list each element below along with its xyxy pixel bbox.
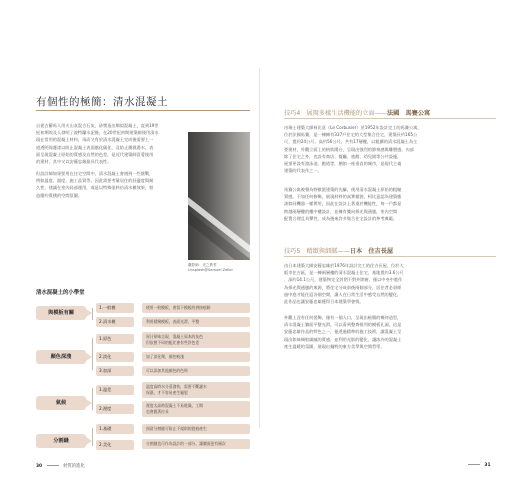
category-joints: 分割縫 xyxy=(36,434,86,448)
text-line: 造簡約質樸的空間氛圍。 xyxy=(36,192,83,198)
category-formwork: 與模板有關 xyxy=(36,306,86,320)
photo-credit: Unsplash@Samuel Zeller xyxy=(188,268,233,272)
text-line: 尺、寬約24公尺、高約56公尺，共有17層樓，以粗獷的清水混凝土為主 xyxy=(284,139,418,145)
page-footer xyxy=(36,463,85,469)
item-desc: 使用一般模板，會留下模板的拼接痕跡 xyxy=(142,303,250,313)
text-line: 為採光與通風的來源，將住宅分成前後兩個部分，居住者必須經 xyxy=(284,284,402,290)
item-basic: 1.基礎 xyxy=(96,424,134,434)
text-line: 阪市住吉區，是一棟兩層樓的清水混凝土住宅，基地寬約3.6公尺 xyxy=(284,270,404,276)
page-footer xyxy=(468,463,491,468)
text-line: 的建材，其中又以安藤忠雄最具代表性。 xyxy=(36,159,112,165)
text-line: 由日本建築大師安藤忠雄於1976年設計完工的住吉長屋，位於大 xyxy=(284,263,404,268)
item-fair-faced-form: 2.清水模 xyxy=(96,317,134,327)
text-line: 建築的代表作之一。 xyxy=(284,168,322,174)
running-head: 材質的進化 xyxy=(62,464,85,469)
text-line: 久性，建議在室內局部運用，或是以特殊塗料仿清水模效果，營 xyxy=(36,185,154,191)
right-page xyxy=(262,68,508,468)
connector xyxy=(92,338,93,370)
text-line: 但設計師如果要用在住宅空間中，清水混凝土會遇到一些挑戰， xyxy=(36,171,154,176)
intro-paragraph-2 xyxy=(36,170,182,199)
heading-rule xyxy=(36,110,250,111)
church-of-light-photo xyxy=(188,132,250,260)
text-line: 由瑞士建築大師柯比意（Le Corbusier）於1952年設計完工的馬賽公寓， xyxy=(284,125,422,130)
item-beautify: 2.美化 xyxy=(96,440,134,450)
left-page xyxy=(14,68,260,469)
text-line: 位於法國馬賽，是一棟擁有337戶住宅的大型集合住宅，建築長約165公 xyxy=(284,132,418,138)
text-line: 產生溫暖的氛圍，展現出獨特的東方美學與空間哲學。 xyxy=(284,343,385,349)
section-rule xyxy=(284,118,496,119)
section-rule xyxy=(284,256,496,257)
text-line: 、深約14.1公尺，建築物完全封閉不對外開窗，僅以中央中庭作 xyxy=(284,277,403,283)
text-line: 該如同機器一樣實用，因此在設計上著重於機能性，每一戶都是 xyxy=(284,201,402,207)
category-climate: 氣候 xyxy=(36,396,86,410)
text-line: 屋頂更設有游泳池、跑道等，猶如一座垂直的城市，是現代主義 xyxy=(284,161,402,167)
item-darken: 3.加深 xyxy=(96,366,134,376)
text-line: 面呈現混凝土原始的質感及自然的色差，是近代建築師喜愛使用 xyxy=(36,151,154,157)
section-1-heading: 技巧4 展現多樣生活機能的立面——法國 馬賽公寓 xyxy=(284,110,431,117)
text-line: 質感，不加任何修飾，展現材料的真實樣貌，柯比意認為建築應 xyxy=(284,194,402,200)
item-desc: 溫度高時水分蒸發快，需要不斷灑水 保濕，才不容易產生龜裂 xyxy=(142,382,250,398)
item-normal-form: 1.一般模 xyxy=(96,303,134,313)
item-desc: 溼度太高時混凝土不易乾燥，工期 也會跟著拉長 xyxy=(142,401,250,417)
text-line: 安藤忠雄作品的特色之一，他透過精準的施工技術，讓混凝土呈 xyxy=(284,329,402,335)
text-line: 配置合理且具彈性，成為後來許多集合住宅設計的參考典範。 xyxy=(284,215,398,221)
folio: 31 xyxy=(484,463,491,468)
item-desc: 利用精緻模板，表面光滑，平整 xyxy=(142,317,250,327)
item-lighten: 2.淡化 xyxy=(96,352,134,362)
intro-paragraph xyxy=(36,122,182,165)
connector xyxy=(92,308,93,320)
section-heading: 有個性的極簡：清水混凝土 xyxy=(36,96,168,108)
section-2-paragraph-2 xyxy=(284,314,496,350)
item-humidity: 2.溼度 xyxy=(96,404,134,414)
item-original: 1.原色 xyxy=(96,334,134,344)
section-1-paragraph xyxy=(284,124,496,174)
item-desc: 加了淡化劑，顏色較淺 xyxy=(142,352,250,362)
text-line: 除了住宅之外，也設有商店、餐廳、旅館、幼兒園等公共設施， xyxy=(284,153,402,159)
text-line: 紀初期埃及人發明了波特蘭水泥後，在20世紀初期建築師使用清水 xyxy=(36,130,159,136)
section-1-paragraph-2 xyxy=(284,186,496,222)
photo-caption: 攝影師：光之教堂 xyxy=(188,263,217,267)
item-desc: 原汁原味呈現，混凝土原本的灰色 但依照不同的配比會有些許色差 xyxy=(142,332,250,348)
category-color: 顏色深淺 xyxy=(36,350,86,364)
text-line: 現出如絲綢般細膩的質感，並利用光影的變化，讓冰冷的混凝土 xyxy=(284,336,402,342)
gutter xyxy=(259,68,260,428)
text-line: 清水混凝土牆面平整光滑，可以看到整齊排列的模板孔洞，這是 xyxy=(284,322,402,328)
text-line: 自從古羅馬人用火山灰混合石灰，砂漿造出類似混凝土，直到19世 xyxy=(36,123,159,128)
section-2-heading: 技巧5 精緻與細膩——日本 住吉長屋 xyxy=(284,248,394,255)
folio: 30 xyxy=(36,464,43,469)
connector xyxy=(92,428,93,446)
item-desc: 分割縫也可作為設計的一部分，讓牆面更有層次 xyxy=(142,439,250,449)
text-line: 馬賽公寓被譽為野獸派建築的先驅，使用清水混凝土原始的粗糙 xyxy=(284,187,402,192)
text-line: 跨越兩層樓的樓中樓設計，並擁有雙向採光與通風，室內空間 xyxy=(284,208,398,214)
text-line: 外觀上沒有任何裝飾，僅有一個入口，呈現出極簡的幾何造型， xyxy=(284,315,402,320)
connector xyxy=(92,388,93,410)
text-line: 過中庭才能往返各個空間，讓人在日常生活中感受自然的變化， xyxy=(284,291,402,297)
text-line: 此作品也讓安藤忠雄獲得日本建築學會獎。 xyxy=(284,299,364,305)
section-2-paragraph xyxy=(284,262,496,305)
item-desc: 預留分割縫可防止不規則的裂痕產生 xyxy=(142,424,250,434)
text-line: 現在常用的混凝土材料，再而又有於清水混凝土完成後需要上一 xyxy=(36,137,154,143)
diagram-title: 清水混凝土的小學堂 xyxy=(36,290,85,296)
text-line: 道透明保護漆以防止混凝土表面風化碳化、及防止潮濕滲水，表 xyxy=(36,144,154,150)
item-desc: 可以添加其他顏色的色料 xyxy=(142,366,250,376)
text-line: 例如溫度、濕度、施工品質等，因此需要考量居住的舒適度與耐 xyxy=(36,178,154,184)
item-temperature: 1.溫差 xyxy=(96,385,134,395)
text-line: 要建材，外觀立面上的格狀陽台，呈現出強烈的節奏感與雕塑感，內部 xyxy=(284,146,414,152)
